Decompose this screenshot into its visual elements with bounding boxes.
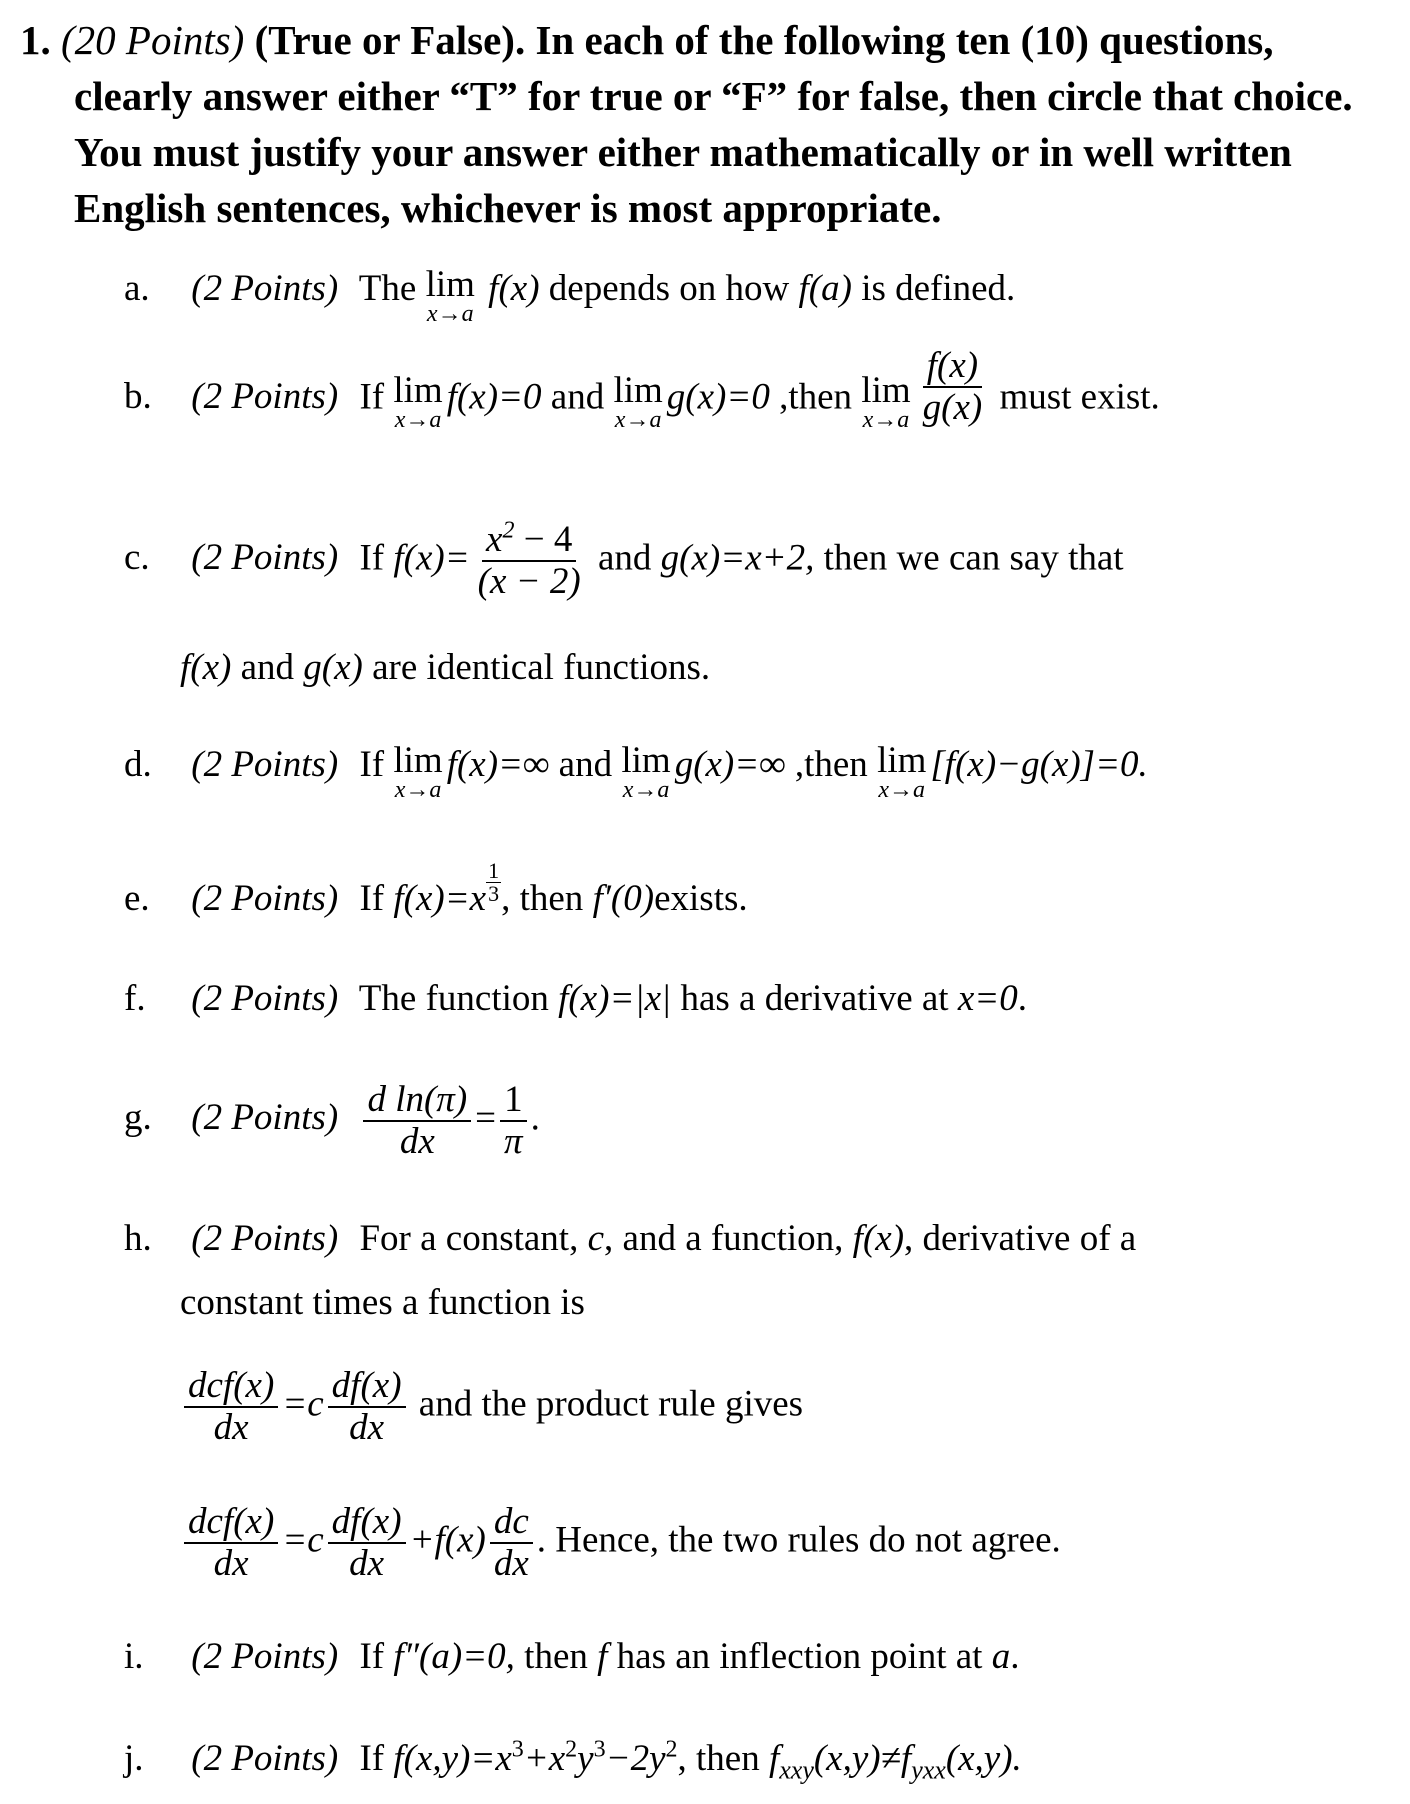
math-expr [393, 1738, 677, 1779]
limit-symbol [877, 740, 927, 803]
limit-sub: x→a [862, 407, 910, 433]
item-text: If [359, 376, 385, 418]
numerator: d ln(π) [363, 1080, 471, 1122]
math-expr: f(a) [798, 268, 852, 309]
numerator-rest: − 4 [514, 519, 573, 560]
math-expr: f(x) [488, 268, 540, 309]
math-expr: +f(x) [409, 1519, 486, 1561]
item-text: exists. [654, 878, 748, 919]
math-part: y [577, 1738, 594, 1779]
math-part: f [768, 1738, 780, 1779]
item-points: (2 Points) [191, 1738, 339, 1779]
item-points: (2 Points) [191, 744, 339, 785]
item-points: (2 Points) [191, 1636, 339, 1677]
item-d [124, 740, 1148, 803]
item-text: If [359, 744, 385, 785]
item-label: h. [124, 1218, 152, 1259]
item-j [124, 1736, 1022, 1785]
item-text: For a constant, [359, 1218, 579, 1259]
heading-line-2: clearly answer either “T” for true or “F” for false, then circle that choice. [74, 73, 1353, 119]
numerator: f(x) [923, 346, 982, 388]
item-c [124, 517, 1124, 602]
item-label: f. [124, 978, 146, 1019]
exponent: 3 [511, 1736, 524, 1763]
item-g [124, 1080, 540, 1162]
item-label: i. [124, 1636, 144, 1677]
numerator: dc [490, 1502, 533, 1544]
question-points: (20 Points) [61, 17, 245, 63]
denominator: dx [213, 1543, 249, 1584]
item-points: (2 Points) [191, 1218, 339, 1259]
exponent: 3 [593, 1736, 606, 1763]
item-label: j. [124, 1738, 144, 1779]
limit-symbol [621, 740, 671, 803]
denominator: dx [213, 1407, 249, 1448]
item-i [124, 1634, 1019, 1680]
fraction [490, 1502, 533, 1584]
limit-word: lim [425, 264, 475, 305]
exponent-denominator: 3 [488, 881, 500, 906]
item-text: , and a function, [604, 1218, 844, 1259]
item-label: a. [124, 268, 150, 309]
item-f [124, 976, 1027, 1022]
limit-symbol [613, 370, 663, 433]
item-text: then [524, 1636, 588, 1677]
item-label: b. [124, 376, 152, 418]
limit-word: lim [613, 370, 663, 411]
equals: = [475, 1097, 497, 1139]
denominator: dx [399, 1121, 435, 1162]
math-expr: g(x)=∞ [674, 744, 786, 785]
item-text: ,then [794, 744, 868, 785]
item-b [124, 345, 1160, 433]
limit-symbol [425, 264, 475, 327]
limit-sub: x→a [394, 407, 442, 433]
item-text: . [1017, 978, 1027, 1019]
denominator: dx [349, 1543, 385, 1584]
question-heading [20, 12, 1390, 236]
item-points: (2 Points) [191, 376, 339, 418]
fraction [500, 1080, 527, 1162]
item-text: is defined. [861, 268, 1016, 309]
subscript: xxy [779, 1755, 814, 1785]
item-text: , then [501, 878, 584, 919]
item-text: If [359, 878, 385, 919]
numerator: dcf(x) [184, 1502, 278, 1544]
math-expr: g(x)=x+2, [660, 537, 815, 579]
denominator: g(x) [922, 387, 983, 428]
math-part: (x,y)≠ [813, 1738, 901, 1779]
math-part: (x,y). [945, 1738, 1022, 1779]
item-label: c. [124, 537, 150, 579]
math-expr: f(x)=∞ [446, 744, 550, 785]
fraction [919, 346, 987, 428]
fraction [328, 1502, 406, 1584]
item-text: has an inflection point at [616, 1636, 983, 1677]
item-text: , derivative of a [904, 1218, 1137, 1259]
item-text: and [550, 376, 605, 418]
item-text: If [359, 537, 385, 579]
denominator: dx [493, 1543, 529, 1584]
fraction [184, 1366, 278, 1448]
fraction [363, 1080, 471, 1162]
fraction [474, 517, 585, 602]
limit-word: lim [621, 740, 671, 781]
item-text: depends on how [548, 268, 790, 309]
item-text: are identical functions. [372, 647, 711, 688]
numerator: dcf(x) [184, 1366, 278, 1408]
item-c-continued [180, 645, 710, 691]
limit-word: lim [393, 740, 443, 781]
item-points: (2 Points) [191, 537, 339, 579]
item-text: If [359, 1636, 385, 1677]
math-expr: f(x) [180, 647, 232, 688]
item-text: then we can say that [823, 537, 1124, 579]
math-expr: g(x) [303, 647, 363, 688]
math-expr: =c [282, 1519, 324, 1561]
math-expr: f(x)=0 [446, 376, 542, 418]
math-expr: =c [282, 1383, 324, 1425]
numerator: df(x) [328, 1366, 406, 1408]
item-h [124, 1216, 1136, 1262]
fraction [184, 1502, 278, 1584]
limit-symbol [861, 370, 911, 433]
math-expr: a [991, 1636, 1011, 1677]
numerator: 1 [500, 1080, 527, 1122]
limit-symbol [393, 370, 443, 433]
item-text: and the product rule gives [418, 1383, 804, 1425]
equation-product-rule [180, 1502, 1061, 1584]
item-a [124, 264, 1016, 327]
item-text: and [240, 647, 295, 688]
exponent: 2 [502, 517, 515, 544]
math-expr: f [597, 1636, 608, 1677]
exponent-numerator: 1 [488, 858, 500, 883]
math-expr: f″(a)=0, [393, 1636, 515, 1677]
item-text: has a derivative at [680, 978, 949, 1019]
math-expr: c [587, 1218, 605, 1259]
limit-sub: x→a [394, 777, 442, 803]
heading-line-4: English sentences, whichever is most appropriate. [74, 185, 942, 231]
exponent: 2 [565, 1736, 578, 1763]
heading-line-3: You must justify your answer either mathematically or in well written [74, 129, 1292, 175]
math-expr: g(x)=0 [666, 376, 770, 418]
item-text: and [558, 744, 613, 785]
limit-symbol [393, 740, 443, 803]
item-text: The [358, 268, 417, 309]
subscript: yxx [911, 1755, 946, 1785]
math-expr [768, 1738, 1022, 1785]
limit-word: lim [877, 740, 927, 781]
item-text: The function [358, 978, 549, 1019]
item-text: , then [677, 1738, 760, 1779]
numerator: df(x) [328, 1502, 406, 1544]
limit-sub: x→a [614, 407, 662, 433]
math-expr: f(x)=|x| [558, 978, 672, 1019]
math-expr: f(x) [852, 1218, 905, 1259]
item-label: d. [124, 744, 152, 785]
item-label: g. [124, 1097, 152, 1139]
limit-sub: x→a [622, 777, 670, 803]
item-text: . Hence, the two rules do not agree. [536, 1519, 1061, 1561]
denominator: (x − 2) [477, 561, 581, 602]
item-points: (2 Points) [191, 268, 339, 309]
numerator: x [486, 519, 503, 560]
limit-sub: x→a [426, 301, 474, 327]
limit-word: lim [393, 370, 443, 411]
item-points: (2 Points) [191, 878, 339, 919]
math-part: f [900, 1738, 912, 1779]
exponent: 2 [665, 1736, 678, 1763]
item-text: If [359, 1738, 385, 1779]
item-label: e. [124, 878, 150, 919]
denominator: dx [349, 1407, 385, 1448]
item-points: (2 Points) [191, 978, 339, 1019]
period: . [1010, 1636, 1020, 1677]
item-e [124, 858, 748, 922]
fractional-exponent [486, 860, 501, 905]
item-points: (2 Points) [191, 1097, 339, 1139]
item-text: and [597, 537, 652, 579]
fraction [328, 1366, 406, 1448]
item-h-continued: constant times a function is [180, 1282, 585, 1323]
math-part: −2y [605, 1738, 666, 1779]
math-expr: x=0 [957, 978, 1018, 1019]
item-text: ,then [779, 376, 853, 418]
equation-constant-rule [180, 1366, 803, 1448]
math-part: +x [523, 1738, 566, 1779]
math-expr: [f(x)−g(x)]=0. [930, 744, 1148, 785]
math-part: f(x,y)=x [393, 1738, 512, 1779]
limit-word: lim [861, 370, 911, 411]
math-expr: f(x)=x [393, 878, 487, 919]
denominator: π [504, 1121, 523, 1162]
heading-line-1: (True or False). In each of the following ten (10) questions, [254, 17, 1274, 63]
math-expr: f(x)= [393, 537, 470, 579]
limit-sub: x→a [878, 777, 926, 803]
question-number: 1. [20, 17, 51, 63]
period: . [530, 1097, 540, 1139]
math-expr: f′(0) [592, 878, 655, 919]
item-text: must exist. [999, 376, 1160, 418]
